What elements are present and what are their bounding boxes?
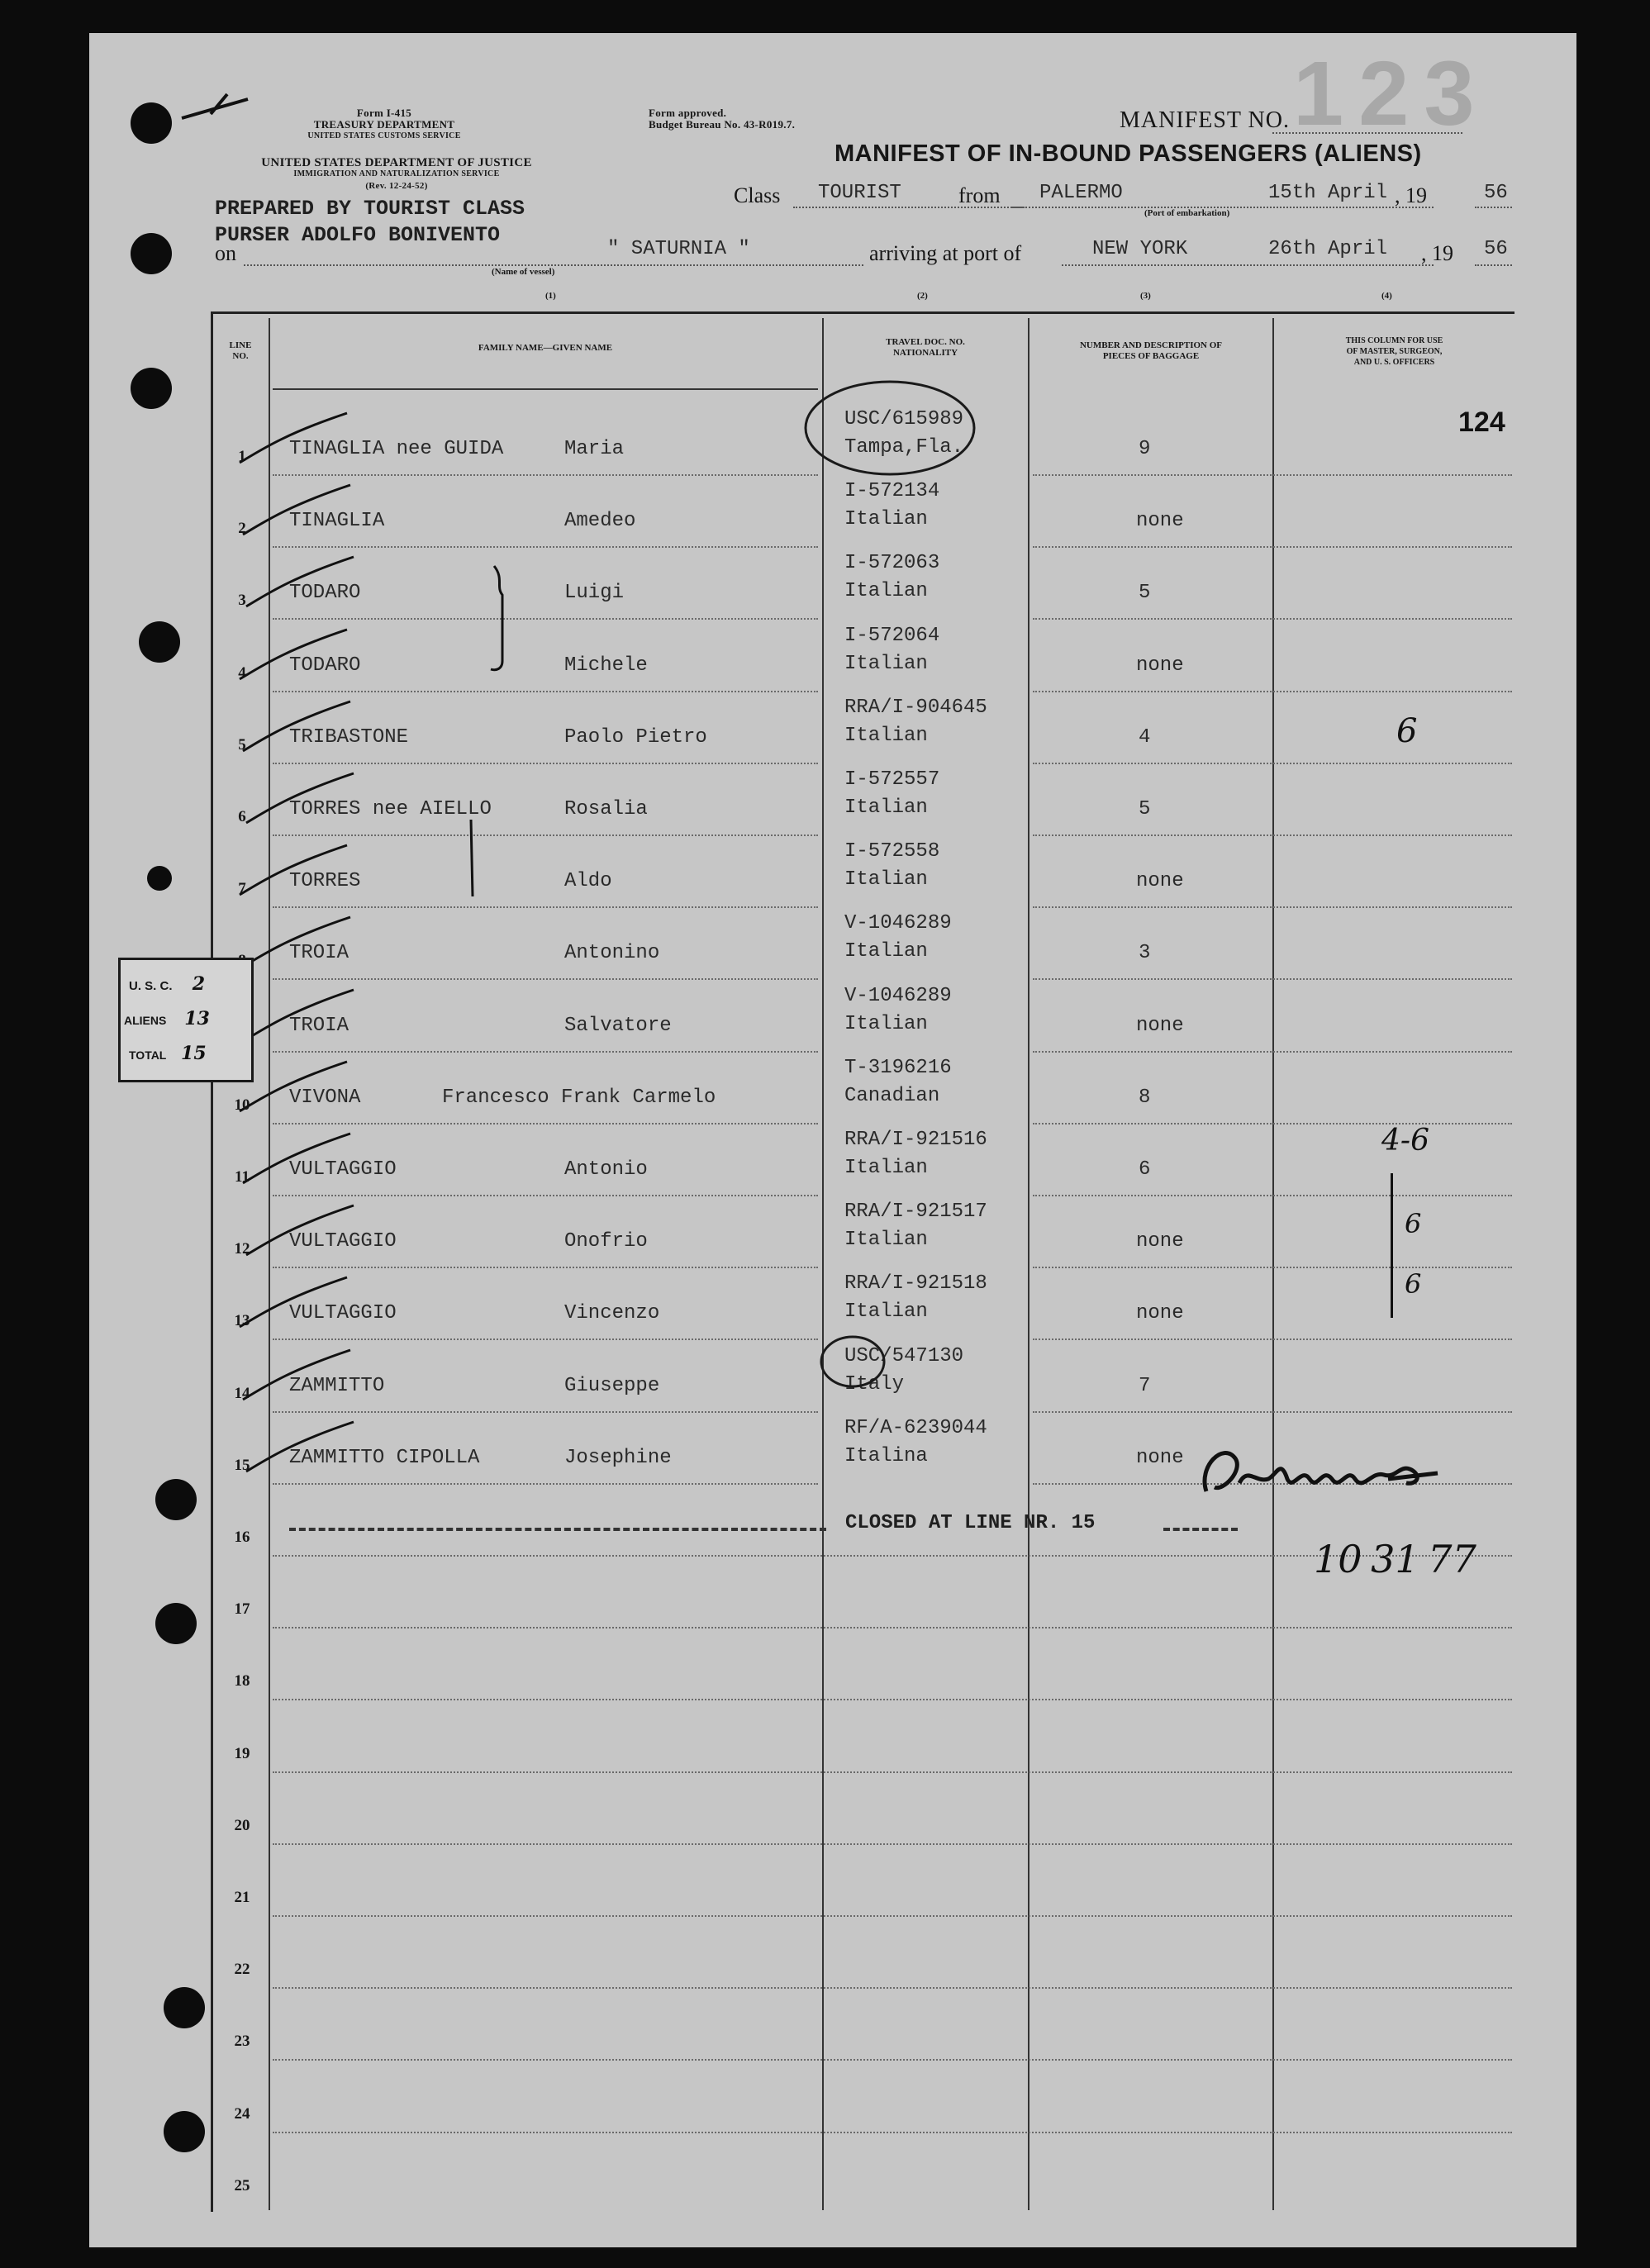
- from-label: from: [958, 183, 1001, 207]
- row-divider: [273, 763, 818, 764]
- row-divider: [273, 618, 818, 620]
- nationality: Italian: [844, 1012, 928, 1035]
- arrival-year: 56: [1484, 238, 1508, 260]
- class-value: TOURIST: [818, 182, 901, 204]
- budget-bureau: Budget Bureau No. 43-R019.7.: [649, 118, 796, 131]
- baggage-count: 5: [1139, 798, 1151, 820]
- row-divider: [273, 834, 818, 836]
- line-number: 16: [234, 1529, 250, 1546]
- nationality: Italian: [844, 1157, 928, 1179]
- check-mark-icon: [235, 841, 351, 899]
- check-mark-icon: [239, 1129, 354, 1187]
- date-note: 10 31 77: [1314, 1537, 1476, 1581]
- customs-service: UNITED STATES CUSTOMS SERVICE: [307, 131, 461, 140]
- baggage-count: none: [1136, 870, 1184, 893]
- row-divider: [1033, 1411, 1512, 1413]
- count-stamp: [118, 958, 254, 1082]
- check-mark-icon: [235, 625, 351, 683]
- check-mark-icon: [235, 409, 351, 467]
- row-divider: [273, 1411, 818, 1413]
- vessel-caption: (Name of vessel): [492, 267, 555, 277]
- given-name: Antonino: [564, 942, 660, 965]
- table-top-border: [211, 311, 1514, 314]
- family-name: TODARO: [289, 582, 361, 605]
- embark-port: PALERMO: [1039, 182, 1123, 204]
- line-number: 23: [234, 2033, 250, 2051]
- row-divider: [1033, 978, 1512, 980]
- embark-date: 15th April: [1268, 182, 1388, 204]
- stamp-usc-label: U. S. C.: [129, 979, 173, 993]
- col-num-2: (2): [917, 291, 928, 301]
- line-number: 5: [238, 735, 246, 754]
- page-reference: 124: [1458, 407, 1505, 438]
- manifest-title: MANIFEST OF IN-BOUND PASSENGERS (ALIENS): [835, 140, 1422, 167]
- line-number: 6: [238, 808, 246, 825]
- row-divider: [273, 906, 818, 908]
- officer-note-row12: 6: [1405, 1208, 1422, 1239]
- justice-dept: UNITED STATES DEPARTMENT OF JUSTICE: [261, 156, 532, 169]
- baggage-count: 8: [1139, 1086, 1151, 1109]
- family-name: TORRES: [289, 870, 361, 893]
- row-divider: [273, 1483, 818, 1485]
- baggage-count: 4: [1139, 725, 1151, 749]
- given-name: Michele: [564, 654, 648, 677]
- on-label: on: [215, 241, 236, 265]
- arrival-port: NEW YORK: [1092, 238, 1188, 260]
- travel-doc-number: V-1046289: [844, 912, 952, 935]
- nationality: Italina: [844, 1444, 928, 1467]
- baggage-count: none: [1136, 510, 1184, 533]
- line-number: 18: [234, 1672, 250, 1690]
- family-name: TROIA: [289, 942, 349, 965]
- col-header-travel-doc: TRAVEL DOC. NO. NATIONALITY: [886, 337, 965, 358]
- baggage-count: none: [1136, 1302, 1184, 1325]
- bracket-mark-icon: [487, 562, 512, 678]
- binder-hole: [155, 1479, 197, 1520]
- given-name: Salvatore: [564, 1014, 672, 1037]
- nationality: Italian: [844, 652, 928, 675]
- col-num-4: (4): [1381, 291, 1392, 301]
- nationality: Italian: [844, 508, 928, 531]
- signature-icon: [1190, 1434, 1454, 1516]
- check-mark-icon: [242, 1201, 358, 1259]
- closing-text: CLOSED AT LINE NR. 15: [845, 1512, 1096, 1534]
- nationality: Italian: [844, 1300, 928, 1324]
- manifest-no-label: MANIFEST NO.: [1120, 107, 1290, 133]
- row-divider: [273, 2059, 1512, 2061]
- line-number: 4: [238, 663, 246, 682]
- travel-doc-number: I-572557: [844, 768, 940, 791]
- row-divider: [273, 1338, 818, 1340]
- embark-year: 56: [1484, 182, 1508, 204]
- circle-mark-icon: [801, 377, 979, 480]
- ins-service: IMMIGRATION AND NATURALIZATION SERVICE: [293, 169, 500, 178]
- line-number: 24: [234, 2104, 250, 2123]
- baggage-count: 6: [1139, 1158, 1151, 1181]
- nationality: Canadian: [844, 1084, 940, 1107]
- given-name: Vincenzo: [564, 1302, 660, 1325]
- col-num-1: (1): [545, 291, 556, 301]
- row-divider: [273, 691, 818, 692]
- given-name: Giuseppe: [564, 1374, 660, 1397]
- family-name: TINAGLIA: [289, 510, 385, 533]
- arrival-year-prefix: , 19: [1421, 241, 1453, 265]
- family-name: TRIBASTONE: [289, 725, 409, 749]
- family-name: VULTAGGIO: [289, 1230, 397, 1253]
- col-header-officers: THIS COLUMN FOR USE OF MASTER, SURGEON, AND U. S. OFFICERS: [1345, 336, 1443, 367]
- check-mark-icon: [239, 913, 354, 971]
- stamp-usc-value: 2: [192, 973, 205, 995]
- embark-year-prefix: , 19: [1395, 183, 1427, 207]
- line-number: 25: [234, 2176, 250, 2194]
- baggage-count: 7: [1139, 1374, 1151, 1397]
- travel-doc-number: I-572134: [844, 480, 940, 503]
- travel-doc-number: RRA/I-921516: [844, 1129, 987, 1151]
- row-divider: [1033, 1195, 1512, 1196]
- travel-doc-number: I-572064: [844, 624, 940, 647]
- line-number: 22: [234, 1961, 250, 1979]
- given-name: Luigi: [564, 582, 625, 605]
- bracket-mark-icon: [463, 818, 479, 901]
- row-divider: [273, 1699, 1512, 1700]
- nationality: Italian: [844, 724, 928, 747]
- row-divider: [1033, 906, 1512, 908]
- officer-note-row5: 6: [1396, 712, 1418, 750]
- line-number: 10: [234, 1096, 250, 1114]
- binder-hole: [131, 233, 172, 274]
- binder-hole: [155, 1603, 197, 1644]
- check-mark-icon: [242, 986, 358, 1044]
- family-name: VIVONA: [289, 1086, 361, 1109]
- row-divider: [1033, 546, 1512, 548]
- col-header-baggage: NUMBER AND DESCRIPTION OF PIECES OF BAGGAGE: [1079, 340, 1223, 361]
- travel-doc-number: RRA/I-921518: [844, 1272, 987, 1296]
- given-name: Amedeo: [564, 510, 636, 533]
- line-number: 7: [238, 880, 246, 898]
- line-number: 3: [238, 592, 246, 610]
- check-mark-icon: [242, 1418, 358, 1476]
- row-divider: [273, 1771, 1512, 1773]
- col-num-3: (3): [1140, 291, 1151, 301]
- prepared-by-line1: PREPARED BY TOURIST CLASS: [215, 197, 525, 221]
- given-name: Aldo: [564, 870, 612, 893]
- check-mark-icon: [235, 1273, 351, 1331]
- pen-stroke-icon: [178, 89, 252, 122]
- baggage-count: 9: [1139, 438, 1151, 460]
- vessel-name: " SATURNIA ": [607, 238, 750, 260]
- binder-hole: [131, 102, 172, 144]
- row-divider: [1033, 834, 1512, 836]
- line-number: 19: [234, 1744, 250, 1762]
- stamp-aliens-label: ALIENS: [124, 1014, 167, 1027]
- row-divider: [1033, 474, 1512, 476]
- travel-doc-number: V-1046289: [844, 984, 952, 1007]
- row-divider: [1033, 763, 1512, 764]
- baggage-count: none: [1136, 1446, 1184, 1469]
- family-name: ZAMMITTO CIPOLLA: [289, 1446, 480, 1469]
- binder-hole: [147, 866, 172, 891]
- arriving-label: arriving at port of: [869, 241, 1022, 265]
- nationality: Italian: [844, 580, 928, 603]
- line-number: 20: [234, 1816, 250, 1834]
- row-divider: [273, 1843, 1512, 1845]
- row-divider: [273, 1915, 1512, 1917]
- line-number: 17: [234, 1600, 250, 1619]
- line-number: 13: [234, 1312, 250, 1330]
- family-name: TINAGLIA nee GUIDA: [289, 438, 504, 460]
- family-name: TORRES nee AIELLO: [289, 798, 492, 820]
- row-divider: [273, 1195, 818, 1196]
- stamped-manifest-number: 123: [1293, 43, 1490, 145]
- stamp-total-value: 15: [181, 1043, 207, 1064]
- given-name: Onofrio: [564, 1230, 648, 1253]
- class-label: Class: [734, 183, 781, 207]
- form-approved: Form approved.: [649, 107, 727, 119]
- given-name: Antonio: [564, 1158, 648, 1181]
- nationality: Italian: [844, 940, 928, 963]
- baggage-count: none: [1136, 654, 1184, 677]
- treasury-dept: TREASURY DEPARTMENT: [313, 118, 455, 131]
- prepared-by-line2: PURSER ADOLFO BONIVENTO: [215, 223, 501, 247]
- table-left-border: [211, 311, 213, 2212]
- row-divider: [1033, 1267, 1512, 1268]
- check-mark-icon: [239, 1346, 354, 1404]
- row-divider: [273, 978, 818, 980]
- row-divider: [273, 2132, 1512, 2133]
- check-mark-icon: [239, 697, 354, 755]
- line-number: 12: [234, 1240, 250, 1258]
- binder-hole: [139, 621, 180, 663]
- row-divider: [273, 1267, 818, 1268]
- officer-note-row11: 4-6: [1381, 1124, 1429, 1158]
- travel-doc-number: RF/A-6239044: [844, 1416, 987, 1439]
- given-name: Francesco Frank Carmelo: [442, 1086, 716, 1109]
- line-number: 21: [234, 1889, 250, 1906]
- row-divider: [273, 1051, 818, 1053]
- baggage-count: 5: [1139, 582, 1151, 605]
- port-embark-caption: (Port of embarkation): [1144, 208, 1230, 218]
- travel-doc-number: I-572063: [844, 552, 940, 575]
- form-number: Form I-415: [356, 107, 412, 119]
- travel-doc-number: USC/547130: [844, 1344, 964, 1367]
- row-divider: [273, 474, 818, 476]
- arrival-date: 26th April: [1268, 238, 1388, 260]
- travel-doc-number: RRA/I-921517: [844, 1201, 987, 1224]
- row-divider: [1033, 1051, 1512, 1053]
- binder-hole: [164, 2111, 205, 2152]
- travel-doc-number: RRA/I-904645: [844, 696, 987, 719]
- given-name: Josephine: [564, 1446, 672, 1469]
- line-number: 2: [238, 520, 246, 538]
- given-name: Paolo Pietro: [564, 725, 707, 749]
- row-divider: [1033, 1338, 1512, 1340]
- check-mark-icon: [242, 553, 361, 611]
- family-name: VULTAGGIO: [289, 1158, 397, 1181]
- row-divider: [273, 1627, 1512, 1628]
- row-divider: [1033, 1123, 1512, 1124]
- form-revision: (Rev. 12-24-52): [365, 181, 428, 191]
- nationality: Italian: [844, 796, 928, 819]
- travel-doc-number: T-3196216: [844, 1056, 952, 1079]
- row-divider: [273, 546, 818, 548]
- nationality: Tampa,Fla.: [844, 436, 964, 459]
- col-header-name: FAMILY NAME—GIVEN NAME: [478, 343, 613, 353]
- row-divider: [1033, 618, 1512, 620]
- given-name: Rosalia: [564, 798, 648, 820]
- col-header-line-no: LINE NO.: [229, 340, 252, 361]
- family-name: VULTAGGIO: [289, 1302, 397, 1325]
- stamp-aliens-value: 13: [184, 1008, 210, 1029]
- check-mark-icon: [239, 481, 354, 539]
- check-mark-icon: [242, 769, 358, 827]
- row-divider: [273, 1987, 1512, 1989]
- travel-doc-number: USC/615989: [844, 408, 964, 430]
- row-divider: [273, 1123, 818, 1124]
- nationality: Italy: [844, 1372, 905, 1396]
- stamp-total-label: TOTAL: [129, 1048, 167, 1062]
- line-number: 15: [234, 1456, 250, 1474]
- circle-mark-icon: [818, 1333, 888, 1391]
- given-name: Maria: [564, 438, 625, 460]
- nationality: Italian: [844, 1229, 928, 1252]
- family-name: TROIA: [289, 1014, 349, 1037]
- family-name: TODARO: [289, 654, 361, 677]
- line-number: 14: [234, 1384, 250, 1402]
- row-divider: [1033, 691, 1512, 692]
- family-name: ZAMMITTO: [289, 1374, 385, 1397]
- binder-hole: [131, 368, 172, 409]
- travel-doc-number: I-572558: [844, 840, 940, 863]
- baggage-count: none: [1136, 1014, 1184, 1037]
- line-number: 11: [235, 1168, 250, 1186]
- officer-note-row13: 6: [1405, 1268, 1422, 1300]
- baggage-count: none: [1136, 1230, 1184, 1253]
- nationality: Italian: [844, 868, 928, 892]
- line-number: 1: [238, 448, 246, 465]
- baggage-count: 3: [1139, 942, 1151, 965]
- binder-hole: [164, 1987, 205, 2028]
